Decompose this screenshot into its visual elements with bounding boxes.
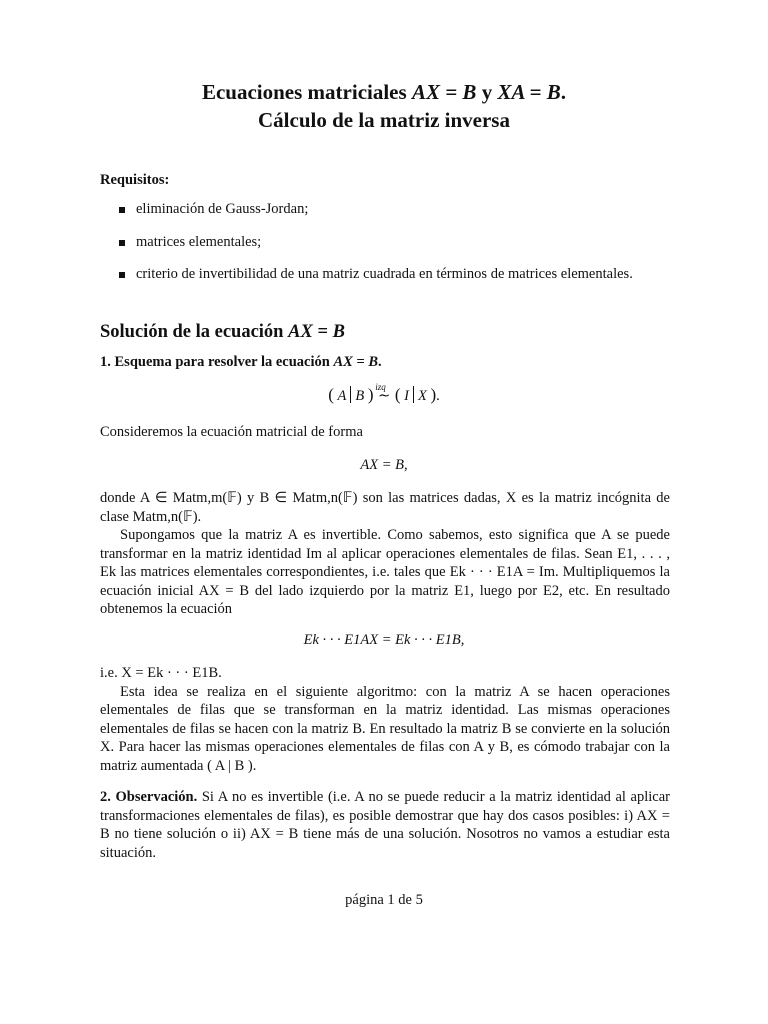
display-equation: AX = B,: [360, 457, 408, 473]
title-line-1: Ecuaciones matriciales AX = B y XA = B.: [201, 80, 567, 104]
left-paren: (: [394, 385, 401, 404]
paragraph: i.e. X = Ek · · · E1B.: [100, 665, 222, 681]
paragraph: donde A ∈ Matm,m(𝔽) y B ∈ Matm,n(𝔽) son las matrices dadas, X es la matriz incógnita de clase Matm,n(𝔽).: [100, 490, 670, 525]
list-item: criterio de invertibilidad de una matriz cuadrada en términos de matrices elementales.: [100, 265, 670, 284]
observation-label: 2. Observación.: [100, 789, 198, 805]
paragraph-group: [100, 489, 670, 619]
right-paren: ): [367, 385, 374, 404]
requisitos-list: [100, 200, 670, 298]
display-equation: Ek · · · E1AX = Ek · · · E1B,: [303, 632, 465, 648]
title-line-2: Cálculo de la matriz inversa: [258, 108, 510, 132]
row-equivalence-symbol: izq ∼: [375, 382, 391, 404]
paragraph: Esta idea se realiza en el siguiente algoritmo: con la matriz A se hacen operaciones elementales de filas que se transforman en la matriz identidad. Las mismas operaciones elementales de filas se hacen con la matriz B. En resultado la matriz B se convierte en la solución X. Para hacer las mismas operaciones elementales de filas con A y B, es cómodo trabajar con la matriz aumentada ( A | B ).: [100, 683, 670, 774]
paragraph-group: [100, 664, 670, 775]
augmented-scheme: ( A B ) izq ∼ ( I X ).: [328, 382, 440, 404]
divider-bar: [350, 386, 351, 403]
divider-bar: [413, 386, 414, 403]
list-item: matrices elementales;: [100, 233, 670, 252]
section-heading: Solución de la ecuación AX = B: [100, 322, 345, 342]
left-paren: (: [328, 385, 334, 404]
right-paren: ): [430, 385, 437, 404]
observation-paragraph: 2. Observación. Si A no es invertible (i.e. A no se puede reducir a la matriz identidad al aplicar transformaciones elementales de filas), es posible demostrar que hay dos casos posibles: i) AX = B no tiene solución o ii) AX = B tiene más de una solución. Nosotros no vamos a estudiar esta situación.: [100, 789, 670, 861]
page-number: página 1 de 5: [345, 892, 423, 908]
requisitos-heading: Requisitos:: [100, 172, 170, 188]
item-1-heading: 1. Esquema para resolver la ecuación AX = B.: [100, 354, 382, 370]
list-item: eliminación de Gauss-Jordan;: [100, 200, 670, 219]
paragraph: Consideremos la ecuación matricial de forma: [100, 424, 363, 440]
paragraph: Supongamos que la matriz A es invertible. Como sabemos, esto significa que A se puede transformar en la matriz identidad Im al aplicar operaciones elementales de filas. Sean E1, . . . , Ek las matrices elementales correspondientes, i.e. tales que Ek · · · E1A = Im. Multipliquemos la ecuación inicial AX = B del lado izquierdo por la matriz E1, luego por E2, etc. En resultado obtenemos la ecuación: [100, 527, 670, 617]
document-title: [0, 78, 768, 134]
